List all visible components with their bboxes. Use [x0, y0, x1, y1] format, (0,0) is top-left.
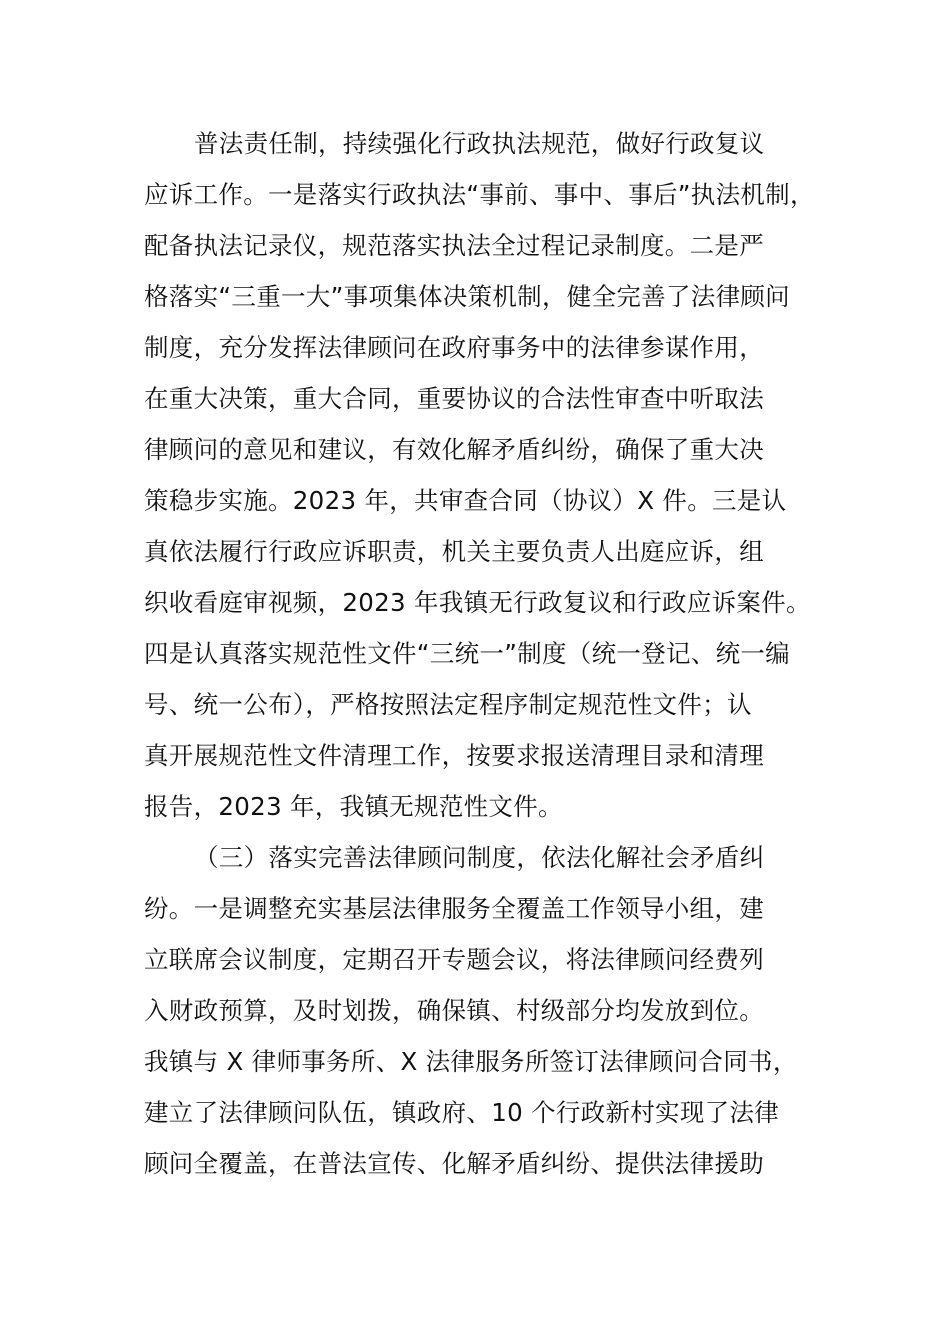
body-text [144, 118, 844, 1189]
paragraph-line: 真依法履行行政应诉职责，机关主要负责人出庭应诉，组 [144, 537, 764, 566]
paragraph-line: 真开展规范性文件清理工作，按要求报送清理目录和清理 [144, 741, 764, 770]
paragraph-line: 入财政预算，及时划拨，确保镇、村级部分均发放到位。 [144, 996, 764, 1025]
section-heading-line: （三）落实完善法律顾问制度，依法化解社会矛盾纠 [194, 843, 765, 872]
paragraph-line: 报告，2023 年，我镇无规范性文件。 [144, 792, 563, 821]
paragraph-line: 我镇与 X 律师事务所、X 法律服务所签订法律顾问合同书， [144, 1047, 798, 1076]
paragraph-line: 立联席会议制度，定期召开专题会议，将法律顾问经费列 [144, 945, 764, 974]
paragraph-line: 顾问全覆盖，在普法宣传、化解矛盾纠纷、提供法律援助 [144, 1149, 764, 1178]
paragraph-line: 策稳步实施。2023 年，共审查合同（协议）X 件。三是认 [144, 486, 787, 515]
paragraph-line: 配备执法记录仪，规范落实执法全过程记录制度。二是严 [144, 231, 764, 260]
paragraph-line: 在重大决策，重大合同，重要协议的合法性审查中听取法 [144, 384, 764, 413]
paragraph-line: 四是认真落实规范性文件“三统一”制度（统一登记、统一编 [144, 639, 790, 668]
paragraph-line: 建立了法律顾问队伍，镇政府、10 个行政新村实现了法律 [144, 1098, 780, 1127]
paragraph-line: 应诉工作。一是落实行政执法“事前、事中、事后”执法机制， [144, 180, 815, 209]
paragraph-line: 格落实“三重一大”事项集体决策机制，健全完善了法律顾问 [144, 282, 790, 311]
paragraph-line: 普法责任制，持续强化行政执法规范，做好行政复议 [194, 129, 765, 158]
paragraph-line: 律顾问的意见和建议，有效化解矛盾纠纷，确保了重大决 [144, 435, 764, 464]
paragraph-line: 织收看庭审视频，2023 年我镇无行政复议和行政应诉案件。 [144, 588, 811, 617]
paragraph-line: 号、统一公布），严格按照法定程序制定规范性文件；认 [144, 690, 752, 719]
paragraph-line: 纷。一是调整充实基层法律服务全覆盖工作领导小组，建 [144, 894, 764, 923]
paragraph-line: 制度，充分发挥法律顾问在政府事务中的法律参谋作用， [144, 333, 764, 362]
